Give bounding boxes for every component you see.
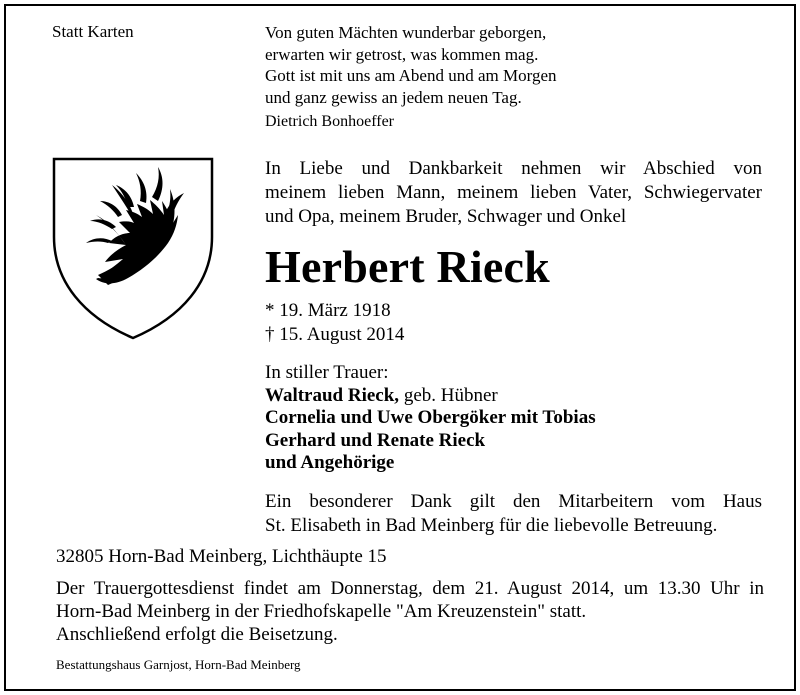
poem-line: erwarten wir getrost, was kommen mag. — [265, 44, 539, 64]
mourner-line — [265, 385, 596, 408]
deceased-name: Herbert Rieck — [265, 241, 550, 292]
intro-text — [265, 157, 762, 229]
intro-line: und Opa, meinem Bruder, Schwager und Onkel — [265, 206, 627, 227]
life-dates — [265, 299, 404, 347]
mourner-name: Waltraud Rieck, — [265, 384, 400, 406]
service-line: Anschließend erfolgt die Beisetzung. — [56, 624, 338, 645]
intro-line: In Liebe und Dankbarkeit nehmen wir Abschied von — [265, 158, 762, 179]
birth-date: * 19. März 1918 — [265, 300, 391, 321]
mourner-line — [265, 430, 596, 453]
mourner-name: Gerhard und Renate Rieck — [265, 429, 486, 451]
poem-line: Gott ist mit uns am Abend und am Morgen — [265, 66, 557, 85]
coat-of-arms-shield-antler-icon — [52, 157, 214, 340]
address: 32805 Horn-Bad Meinberg, Lichthäupte 15 — [56, 546, 387, 567]
mourners-list — [265, 362, 596, 475]
statt-karten-label: Statt Karten — [52, 22, 134, 41]
service-line: Horn-Bad Meinberg in der Friedhofskapelle "Am Kreuzenstein" statt. — [56, 601, 587, 622]
poem — [265, 22, 557, 108]
intro-line: meinem lieben Mann, meinem lieben Vater, Schwiegervater — [265, 182, 762, 203]
thanks-line: St. Elisabeth in Bad Meinberg für die liebevolle Betreuung. — [265, 515, 718, 536]
poem-author: Dietrich Bonhoeffer — [265, 113, 394, 130]
mourner-name: und Angehörige — [265, 452, 395, 473]
poem-line: und ganz gewiss an jedem neuen Tag. — [265, 87, 522, 107]
service-line: Der Trauergottesdienst findet am Donnerstag, dem 21. August 2014, um 13.30 Uhr in — [56, 578, 764, 599]
service-info — [56, 577, 764, 646]
poem-line: Von guten Mächten wunderbar geborgen, — [265, 23, 547, 42]
thanks-text — [265, 490, 762, 538]
mourners-heading: In stiller Trauer: — [265, 362, 389, 383]
death-date: † 15. August 2014 — [265, 324, 405, 345]
thanks-line: Ein besonderer Dank gilt den Mitarbeitern vom Haus — [265, 491, 762, 512]
mourner-line — [265, 407, 596, 430]
mourner-line — [265, 452, 596, 475]
mourner-maiden-name: geb. Hübner — [399, 384, 498, 406]
funeral-home: Bestattungshaus Garnjost, Horn-Bad Meinberg — [56, 657, 301, 672]
mourner-name: Cornelia und Uwe Obergöker mit Tobias — [265, 407, 596, 428]
